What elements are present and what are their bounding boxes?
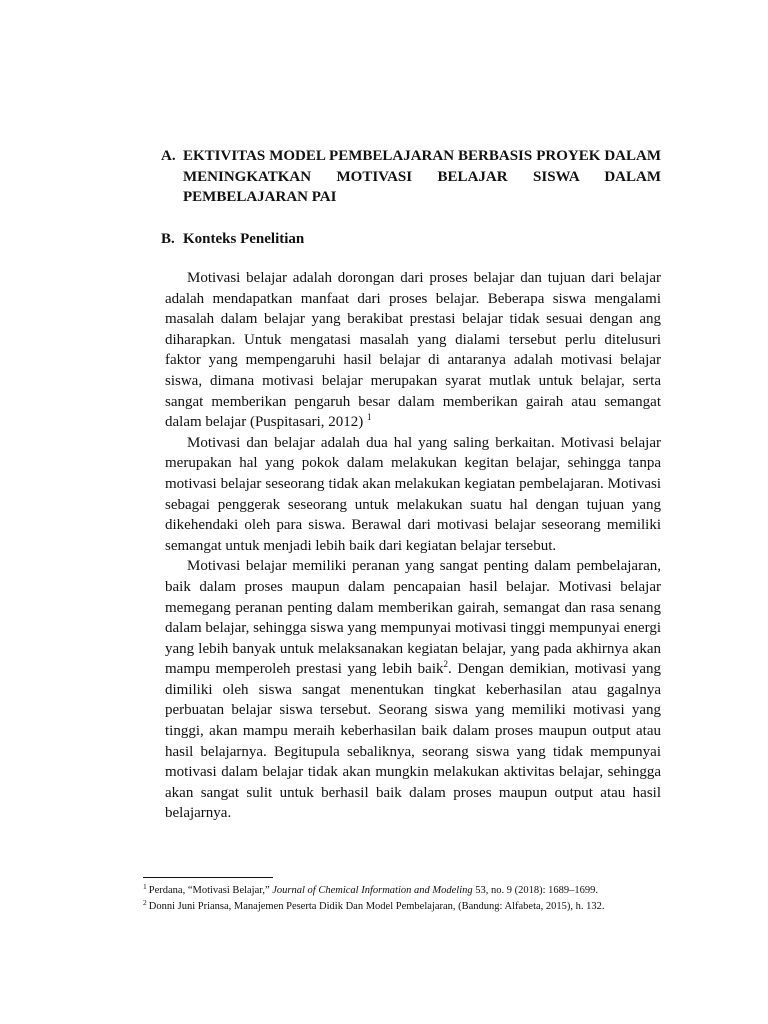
footnote-1-text-after: 53, no. 9 (2018): 1689–1699.: [472, 885, 599, 896]
paragraph-3-text-before: Motivasi belajar memiliki peranan yang sangat penting dalam pembelajaran, baik dalam proses maupun dalam pencapaian hasil belajar. Motivasi belajar memegang peranan penting dalam memberikan gairah, semangat dan rasa senang dalam belajar, sehingga siswa yang mempunyai motivasi tinggi mempunyai energi yang lebih banyak untuk melaksanakan kegiatan belajar, yang pada akhirnya akan mampu memperoleh prestasi yang lebih baik: [165, 558, 661, 678]
paragraph-3-text-after: . Dengan demikian, motivasi yang dimiliki oleh siswa sangat menentukan tingkat keberhasilan atau gagalnya perbuatan belajar siswa tersebut. Seorang siswa yang memiliki motivasi yang tinggi, akan mampu meraih keberhasilan baik dalam proses maupun output atau hasil belajarnya. Begitupula sebaliknya, seorang siswa yang tidak mempunyai motivasi dalam belajar tidak akan mungkin melakukan aktivitas belajar, sehingga akan sangat sulit untuk berhasil baik dalam proses maupun output atau hasil belajarnya.: [165, 661, 661, 822]
section-b-heading: [161, 229, 661, 250]
paragraph-2: [165, 433, 661, 557]
section-b-title: Konteks Penelitian: [183, 231, 305, 247]
footnote-separator: [143, 877, 273, 878]
footnote-2-text: Donni Juni Priansa, Manajemen Peserta Didik Dan Model Pembelajaran, (Bandung: Alfabeta, 2015), h. 132.: [148, 901, 605, 912]
paragraph-2-text: Motivasi dan belajar adalah dua hal yang saling berkaitan. Motivasi belajar merupakan hal yang pokok dalam melakukan kegitan belajar, sehingga tanpa motivasi belajar seseorang tidak akan melakukan kegiatan pembelajaran. Motivasi sebagai penggerak seseorang untuk melakukan suatu hal dengan tujuan yang dikehendaki oleh para siswa. Berawal dari motivasi belajar seseorang memiliki semangat untuk menjadi lebih baik dari kegiatan belajar tersebut.: [165, 434, 661, 554]
paragraph-1-text: Motivasi belajar adalah dorongan dari proses belajar dan tujuan dari belajar adalah mendapatkan manfaat dari proses belajar. Beberapa siswa mengalami masalah dalam belajar yang berakibat prestasi belajar tidak sesuai dengan ang diharapkan. Untuk mengatasi masalah yang dialami tersebut perlu ditelusuri faktor yang mempengaruhi hasil belajar di antaranya adalah motivasi belajar siswa, dimana motivasi belajar merupakan syarat mutlak untuk belajar, serta sangat memberikan pengaruh besar dalam memberikan gairah atau semangat dalam belajar (Puspitasari, 2012): [165, 270, 661, 431]
section-b-marker: B.: [161, 231, 175, 247]
section-a-marker: A.: [161, 148, 176, 164]
footnote-2: [143, 899, 663, 915]
paragraph-3: [165, 556, 661, 824]
footnotes: [143, 883, 663, 915]
paragraph-1: [165, 268, 661, 433]
footnote-ref-2: 2: [443, 659, 449, 670]
body-text: [165, 268, 661, 824]
footnote-1: [143, 883, 663, 899]
footnote-2-number: 2: [143, 897, 147, 907]
footnote-1-number: 1: [143, 881, 147, 891]
footnote-1-text-before: Perdana, “Motivasi Belajar,”: [148, 885, 273, 896]
footnote-1-journal: Journal of Chemical Information and Modeling: [272, 885, 473, 896]
section-a-title: EKTIVITAS MODEL PEMBELAJARAN BERBASIS PROYEK DALAM MENINGKATKAN MOTIVASI BELAJAR SISWA DALAM PEMBELAJARAN PAI: [183, 148, 661, 205]
section-a-heading: [161, 146, 661, 208]
footnote-ref-1: 1: [367, 412, 372, 423]
